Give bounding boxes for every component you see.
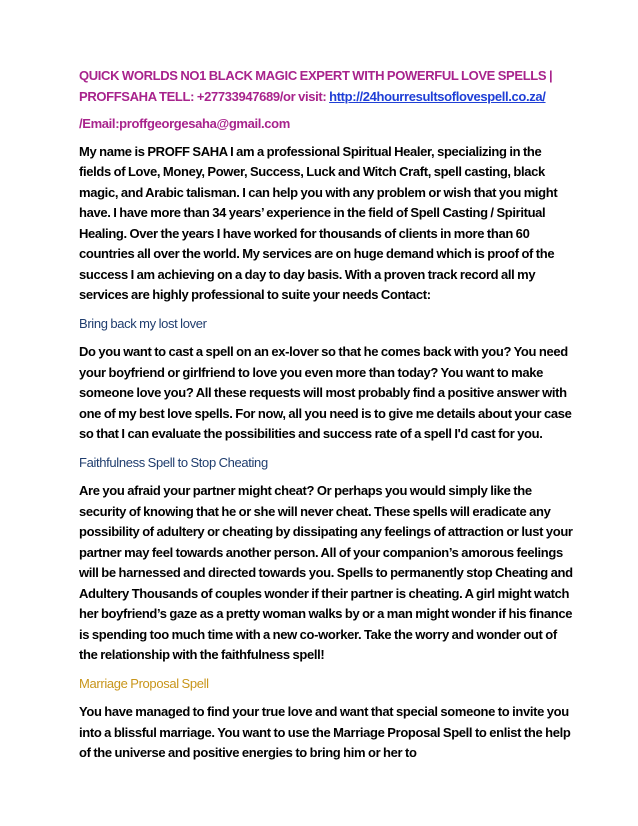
section-body-marriage: You have managed to find your true love and want that special someone to invite you into a blissful marriage. You want to use the Marriage Proposal Spell to enlist the help of the universe and positive energies to bring him or her to [79,704,571,760]
section-heading-lost-lover: Bring back my lost lover [79,315,207,331]
document-page [79,66,573,772]
section-heading-marriage: Marriage Proposal Spell [79,675,209,691]
section-heading-faithfulness: Faithfulness Spell to Stop Cheating [79,454,268,470]
email-line: /Email:proffgeorgesaha@gmail.com [79,116,290,131]
section-body-faithfulness: Are you afraid your partner might cheat? Or perhaps you would simply like the security of knowing that he or she will never cheat. These spells will eradicate any possibility of adultery or cheating by dissipating any feelings of attraction or lust your partner may feel towards another person. All of your companion’s amorous feelings will be harnessed and directed towards you. Spells to permanently stop Cheating and Adultery Thousands of couples wonder if their partner is cheating. A girl might watch her boyfriend’s gaze as a pretty woman walks by or a man might wonder if his finance is spending too much time with a new co-worker. Take the worry and wonder out of the relationship with the faithfulness spell! [79,483,573,662]
title-line-2: PROFFSAHA TELL: +27733947689/or visit: [79,88,330,104]
website-link[interactable]: http://24hourresultsoflovespell.co.za/ [329,88,546,104]
document-title [79,66,573,107]
intro-paragraph: My name is PROFF SAHA I am a professional Spiritual Healer, specializing in the fields of Love, Money, Power, Success, Luck and Witch Craft, spell casting, black magic, and Arabic talisman. I can help you with any problem or wish that you might have. I have more than 34 years’ experience in the field of Spell Casting / Spiritual Healing. Over the years I have worked for thousands of clients in more than 60 countries all over the world. My services are on huge demand which is proof of the success I am achieving on a day to day basis. With a proven track record all my services are highly professional to suite your needs Contact: [79,143,558,302]
section-body-lost-lover: Do you want to cast a spell on an ex-lover so that he comes back with you? You need your boyfriend or girlfriend to love you even more than today? You want to make someone love you? All these requests will most probably find a positive answer with one of my best love spells. For now, all you need is to give me details about your case so that I can evaluate the possibilities and success rate of a spell I'd cast for you. [79,344,572,441]
title-line-1: QUICK WORLDS NO1 BLACK MAGIC EXPERT WITH POWERFUL LOVE SPELLS | [79,68,553,83]
